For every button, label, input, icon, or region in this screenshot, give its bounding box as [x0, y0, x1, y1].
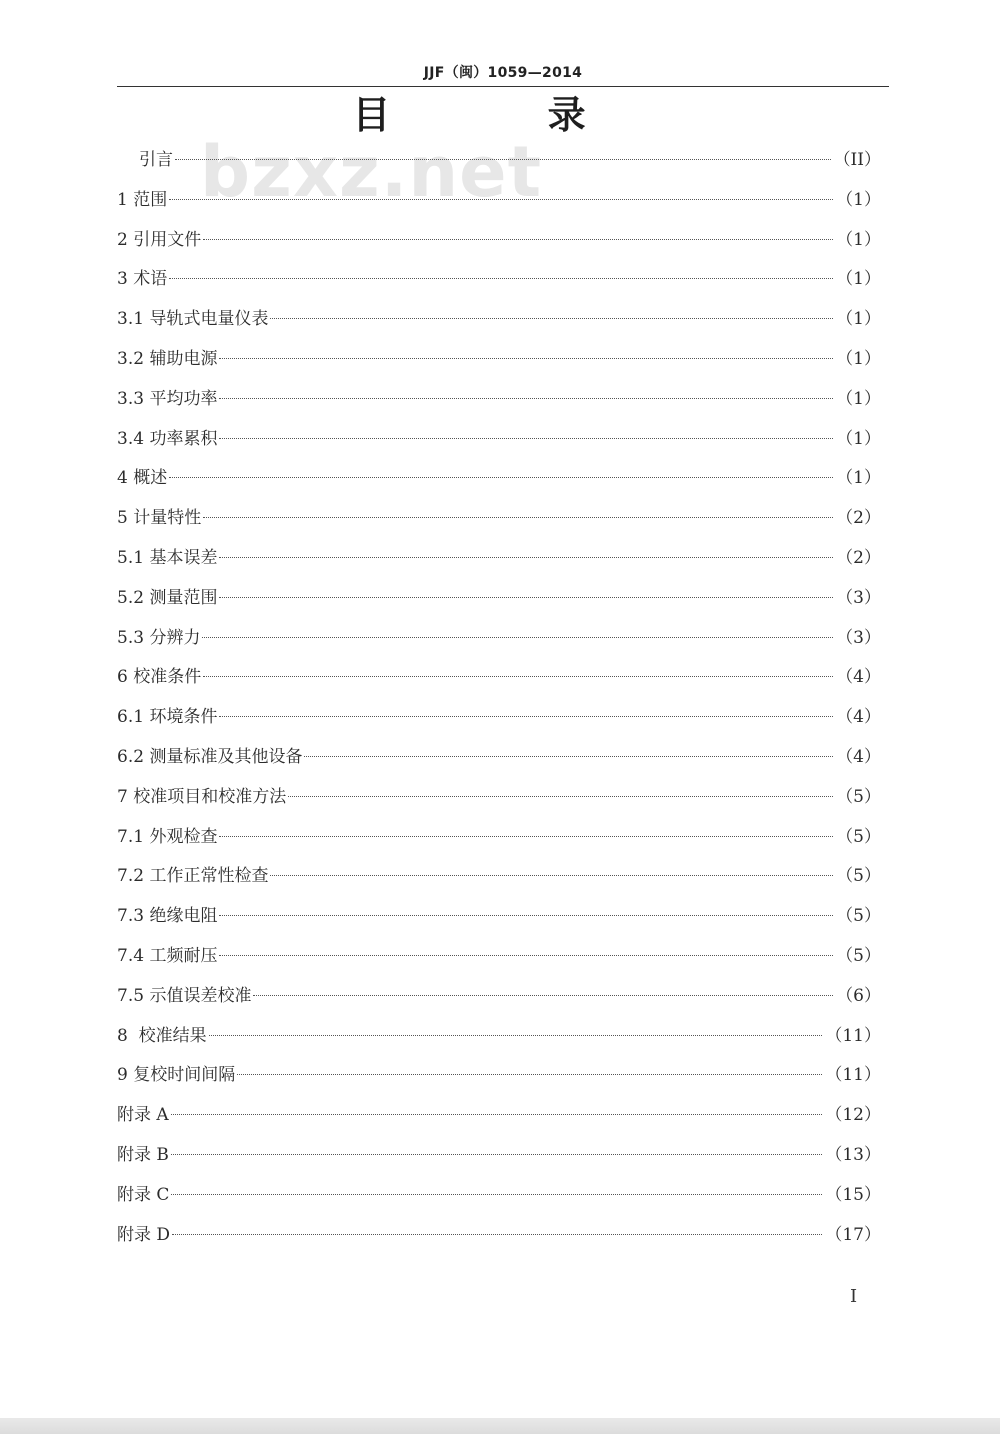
toc-entry-label: 5.3 分辨力: [117, 627, 201, 648]
toc-entry[interactable]: [117, 421, 881, 461]
toc-dot-leader: [203, 676, 833, 677]
toc-entry-label: 7.3 绝缘电阻: [117, 906, 218, 927]
toc-entry[interactable]: [117, 381, 881, 421]
toc-entry-label: 7.5 示值误差校准: [117, 985, 252, 1006]
toc-entry-page: （1）: [836, 428, 881, 449]
toc-dot-leader: [237, 1074, 822, 1075]
toc-dot-leader: [169, 477, 833, 478]
toc-entry[interactable]: [117, 182, 881, 222]
toc-entry-label: 3.1 导轨式电量仪表: [117, 309, 269, 330]
header-rule: [117, 86, 889, 87]
toc-entry-label: 9 复校时间间隔: [117, 1065, 236, 1086]
toc-dot-leader: [219, 398, 833, 399]
toc-entry-page: （13）: [825, 1144, 881, 1165]
toc-entry-page: （1）: [836, 189, 881, 210]
toc-entry-label: 3.3 平均功率: [117, 388, 218, 409]
toc-entry[interactable]: [117, 858, 881, 898]
toc-entry[interactable]: [117, 739, 881, 779]
toc-entry-label: 1 范围: [117, 189, 168, 210]
toc-dot-leader: [253, 995, 833, 996]
toc-dot-leader: [219, 955, 833, 956]
toc-entry-label: 7 校准项目和校准方法: [117, 786, 287, 807]
toc-entry-page: （4）: [836, 667, 881, 688]
toc-entry-page: （11）: [825, 1065, 881, 1086]
toc-entry-label: 3.4 功率累积: [117, 428, 218, 449]
toc-entry-label: 6.1 环境条件: [117, 707, 218, 728]
toc-entry-page: （1）: [836, 468, 881, 489]
toc-entry-page: （5）: [836, 945, 881, 966]
toc-dot-leader: [219, 716, 833, 717]
toc-entry-page: （II）: [833, 150, 881, 170]
toc-dot-leader: [219, 557, 833, 558]
toc-dot-leader: [209, 1035, 823, 1036]
toc-entry-page: （5）: [836, 866, 881, 887]
toc-dot-leader: [171, 1114, 823, 1115]
toc-entry-label: 3.2 辅助电源: [117, 348, 218, 369]
toc-entry-label: 5.2 测量范围: [117, 587, 218, 608]
toc-dot-leader: [202, 637, 833, 638]
toc-entry-page: （1）: [836, 269, 881, 290]
toc-entry[interactable]: [117, 1057, 881, 1097]
toc-entry[interactable]: [117, 301, 881, 341]
toc-entry[interactable]: [117, 500, 881, 540]
viewer-bottom-band: [0, 1418, 1000, 1434]
toc-entry-label: 附录 C: [117, 1184, 170, 1205]
toc-entry-label: 引言: [139, 150, 173, 170]
toc-entry-label: 5.1 基本误差: [117, 547, 218, 568]
toc-dot-leader: [270, 318, 833, 319]
toc-dot-leader: [175, 159, 831, 160]
toc-entry[interactable]: [117, 898, 881, 938]
table-of-contents: [117, 142, 881, 1256]
toc-entry[interactable]: [117, 659, 881, 699]
toc-dot-leader: [169, 278, 833, 279]
toc-dot-leader: [219, 358, 833, 359]
toc-dot-leader: [203, 239, 833, 240]
toc-entry-label: 7.4 工频耐压: [117, 945, 218, 966]
toc-entry-label: 4 概述: [117, 468, 168, 489]
toc-dot-leader: [288, 796, 833, 797]
toc-entry-label: 7.1 外观检查: [117, 826, 218, 847]
toc-entry[interactable]: [117, 620, 881, 660]
toc-entry-page: （15）: [825, 1184, 881, 1205]
toc-entry[interactable]: [117, 341, 881, 381]
page-title: 目 录: [352, 93, 658, 137]
toc-entry[interactable]: [117, 460, 881, 500]
toc-entry-label: 2 引用文件: [117, 229, 202, 250]
toc-dot-leader: [304, 756, 833, 757]
toc-dot-leader: [219, 836, 833, 837]
toc-entry[interactable]: [117, 1177, 881, 1217]
toc-dot-leader: [171, 1194, 822, 1195]
toc-entry-page: （2）: [836, 508, 881, 529]
toc-entry[interactable]: [117, 978, 881, 1018]
toc-dot-leader: [172, 1234, 822, 1235]
toc-entry-page: （11）: [825, 1025, 881, 1046]
toc-entry[interactable]: [117, 540, 881, 580]
toc-entry[interactable]: [117, 1018, 881, 1058]
toc-entry-label: 6 校准条件: [117, 667, 202, 688]
toc-entry[interactable]: [117, 1097, 881, 1137]
toc-entry-label: 6.2 测量标准及其他设备: [117, 746, 303, 767]
toc-entry[interactable]: [117, 819, 881, 859]
toc-dot-leader: [171, 1154, 822, 1155]
toc-entry-page: （12）: [825, 1105, 881, 1126]
toc-dot-leader: [219, 597, 833, 598]
toc-entry-page: （1）: [836, 309, 881, 330]
toc-entry-label: 附录 B: [117, 1144, 169, 1165]
toc-entry[interactable]: [117, 699, 881, 739]
toc-dot-leader: [169, 199, 833, 200]
watermark: bzxz.net: [200, 131, 543, 213]
page-number: I: [850, 1286, 858, 1307]
toc-entry-page: （5）: [836, 906, 881, 927]
toc-dot-leader: [219, 438, 833, 439]
toc-entry-page: （3）: [836, 587, 881, 608]
toc-entry-label: 附录 D: [117, 1224, 171, 1245]
toc-dot-leader: [270, 875, 833, 876]
toc-entry-page: （17）: [825, 1224, 881, 1245]
toc-entry-label: 5 计量特性: [117, 508, 202, 529]
toc-entry-page: （1）: [836, 229, 881, 250]
toc-entry-page: （3）: [836, 627, 881, 648]
toc-entry-page: （1）: [836, 388, 881, 409]
toc-entry-label: 附录 A: [117, 1105, 169, 1126]
toc-entry[interactable]: [117, 222, 881, 262]
toc-entry[interactable]: [117, 142, 881, 182]
toc-entry-page: （1）: [836, 348, 881, 369]
toc-dot-leader: [219, 915, 833, 916]
toc-entry-page: （4）: [836, 707, 881, 728]
toc-dot-leader: [203, 517, 833, 518]
toc-entry[interactable]: [117, 580, 881, 620]
toc-entry[interactable]: [117, 1217, 881, 1257]
toc-entry[interactable]: [117, 1137, 881, 1177]
toc-entry-page: （5）: [836, 826, 881, 847]
toc-entry-label: 8 校准结果: [117, 1025, 207, 1046]
toc-entry-page: （4）: [836, 746, 881, 767]
toc-entry[interactable]: [117, 261, 881, 301]
toc-entry-page: （5）: [836, 786, 881, 807]
document-header: JJF（闽）1059—2014: [423, 65, 583, 81]
toc-entry-page: （2）: [836, 547, 881, 568]
toc-entry-label: 7.2 工作正常性检查: [117, 866, 269, 887]
toc-entry[interactable]: [117, 938, 881, 978]
toc-entry-label: 3 术语: [117, 269, 168, 290]
toc-entry-page: （6）: [836, 985, 881, 1006]
toc-entry[interactable]: [117, 779, 881, 819]
